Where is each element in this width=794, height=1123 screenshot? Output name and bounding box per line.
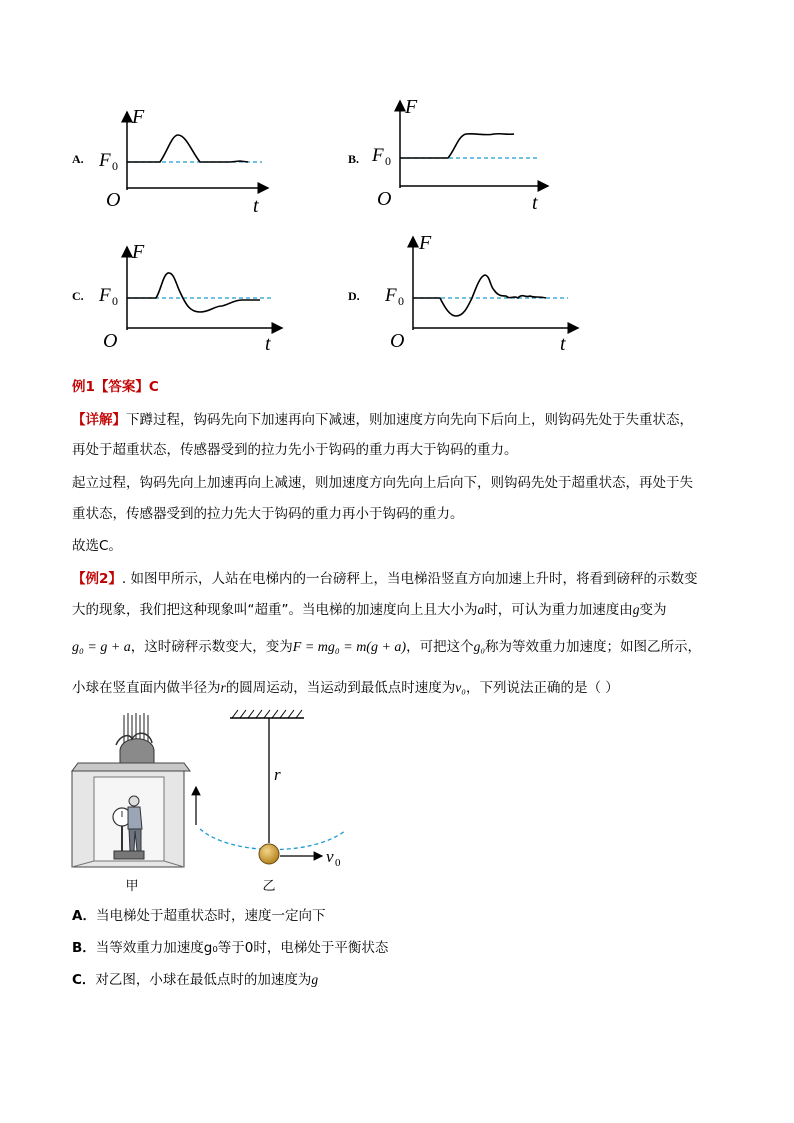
origin-label: O	[103, 330, 118, 352]
example2-tag: 【例2】	[72, 571, 122, 587]
f0-label: F	[385, 285, 397, 306]
f0-label: F	[99, 150, 111, 171]
graph-d	[348, 232, 578, 355]
var-r: r	[220, 680, 226, 695]
example2-text-3a: ，这时磅秤示数变大，变为	[130, 639, 293, 655]
axis-t-label: t	[560, 333, 566, 355]
force-curve	[127, 273, 260, 312]
pendulum-figure	[200, 710, 345, 894]
choice-c	[72, 970, 318, 990]
example2-text-2a: 大的现象，我们把这种现象叫“超重”。当电梯的加速度向上且大小为	[72, 602, 478, 618]
radius-label: r	[274, 765, 281, 784]
choice-b-label: B．	[72, 940, 96, 956]
graph-b	[348, 96, 548, 214]
origin-label: O	[106, 189, 121, 211]
f0-label: F	[372, 145, 384, 166]
example2-figures	[60, 705, 360, 895]
velocity-subscript: 0	[335, 857, 341, 869]
f0-subscript: 0	[112, 294, 118, 308]
explanation-line-1	[72, 410, 693, 430]
graph-a	[72, 106, 268, 217]
axis-f-label: F	[405, 96, 418, 118]
var-g0: g₀	[473, 639, 486, 654]
elevator-figure	[72, 713, 196, 894]
ceiling-hatch	[232, 710, 302, 718]
example2-text-2c: 变为	[639, 602, 667, 618]
f0-label: F	[99, 285, 111, 306]
example2-text-4c: ，下列说法正确的是（ ）	[465, 680, 619, 696]
choice-a	[72, 906, 325, 926]
answer-prefix: 例1【答案】	[72, 379, 149, 395]
choice-c-label: C．	[72, 972, 96, 988]
option-d-label: D.	[348, 289, 360, 303]
axis-f-label: F	[419, 232, 432, 254]
explanation-text-1: 下蹲过程，钩码先向下加速再向下减速，则加速度方向先向下后向上，则钩码先处于失重状态，	[126, 412, 693, 428]
velocity-label: v	[326, 847, 334, 866]
choice-a-label: A．	[72, 908, 96, 924]
example2-line-1	[72, 569, 698, 589]
explanation-tag: 【详解】	[72, 412, 126, 428]
choice-b	[72, 938, 388, 958]
graph-c	[72, 241, 282, 355]
explanation-line-3: 起立过程，钩码先向上加速再向上减速，则加速度方向先向上后向下，则钩码先处于超重状态，再处于失	[72, 475, 693, 491]
ball-icon	[259, 844, 279, 864]
option-c-label: C.	[72, 289, 84, 303]
choice-c-var: g	[311, 972, 319, 987]
conclusion-line: 故选C。	[72, 538, 122, 554]
force-curve	[400, 134, 514, 158]
var-v0: v₀	[455, 680, 466, 695]
example2-text-4a: 小球在竖直面内做半径为	[72, 680, 221, 696]
axis-f-label: F	[132, 106, 145, 128]
f0-subscript: 0	[112, 159, 118, 173]
example2-text-2b: 时，可认为重力加速度由	[484, 602, 633, 618]
explanation-line-2: 再处于超重状态，传感器受到的拉力先小于钩码的重力再大于钩码的重力。	[72, 442, 518, 458]
choice-b-text: 当等效重力加速度g₀等于0时，电梯处于平衡状态	[95, 940, 389, 956]
equation-f: F = mg₀ = m(g + a)	[292, 640, 407, 655]
origin-label: O	[377, 188, 392, 210]
f0-subscript: 0	[385, 154, 391, 168]
axis-t-label: t	[532, 192, 538, 214]
example2-text-3c: 称为等效重力加速度；如图乙所示，	[485, 639, 702, 655]
var-a: a	[477, 602, 485, 617]
pulley-icon	[120, 739, 154, 765]
example2-line-2	[72, 600, 667, 620]
choice-c-text: 对乙图，小球在最低点时的加速度为	[95, 972, 312, 988]
choice-a-text: 当电梯处于超重状态时，速度一定向下	[95, 908, 326, 924]
graphs-figure	[0, 95, 794, 360]
axis-t-label: t	[253, 195, 259, 217]
figure-jia-label: 甲	[125, 879, 139, 894]
explanation-line-4: 重状态，传感器受到的拉力先大于钩码的重力再小于钩码的重力。	[72, 506, 464, 522]
force-curve	[413, 275, 546, 316]
example2-line-3	[72, 637, 701, 658]
example2-text-3b: ，可把这个	[406, 639, 474, 655]
axis-f-label: F	[132, 241, 145, 263]
example2-text-4b: 的圆周运动，当运动到最低点时速度为	[225, 680, 456, 696]
example2-line-4	[72, 678, 619, 698]
example2-text-1: . 如图甲所示，人站在电梯内的一台磅秤上，当电梯沿竖直方向加速上升时，将看到磅秤的示数变	[121, 571, 698, 587]
force-curve	[127, 135, 248, 162]
var-g: g	[632, 602, 640, 617]
axis-t-label: t	[265, 333, 271, 355]
answer-value: C	[148, 379, 159, 395]
option-b-label: B.	[348, 152, 360, 166]
f0-subscript: 0	[398, 294, 404, 308]
answer-line	[72, 377, 159, 397]
origin-label: O	[390, 330, 405, 352]
option-a-label: A.	[72, 152, 84, 166]
figure-yi-label: 乙	[262, 879, 276, 894]
equation-g0: g₀ = g + a	[72, 640, 131, 655]
